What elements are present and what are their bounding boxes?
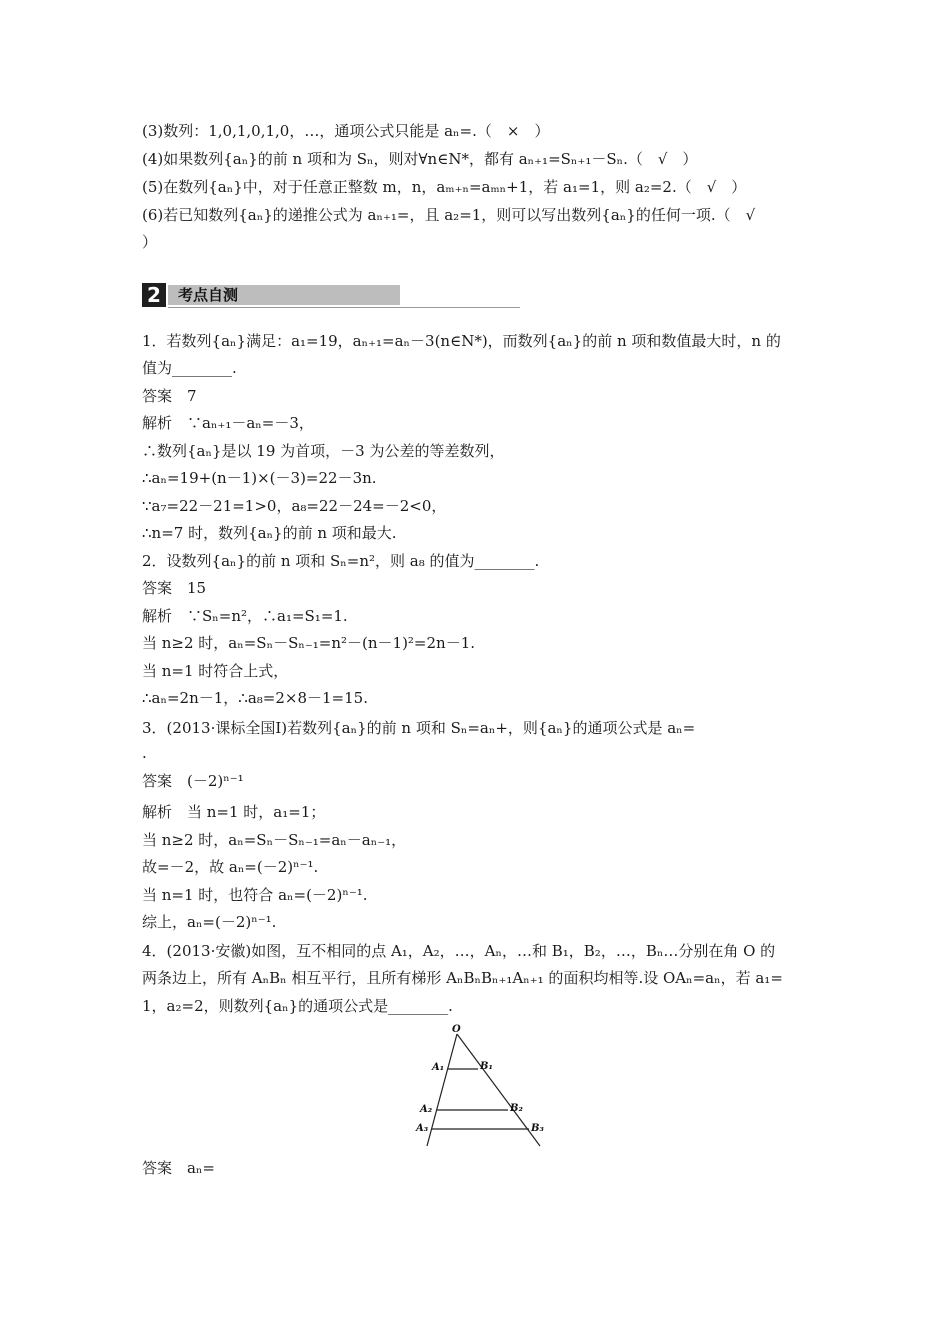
statement-4: (4)如果数列{aₙ}的前 n 项和为 Sₙ，则对∀n∈N*，都有 aₙ₊₁=Sₙ₊₁－Sₙ.（ √ ） [142,150,698,168]
label-b1: B₁ [480,1061,493,1072]
problem-1-line-1: 1．若数列{aₙ}满足：a₁=19，aₙ₊₁=aₙ－3(n∈N*)，而数列{aₙ}的前 n 项和数值最大时，n 的 [142,332,781,350]
problem-3-line-2: . [142,744,147,762]
problem-1-solution-3: ∴aₙ=19+(n－1)×(－3)=22－3n. [142,469,377,487]
section-header [142,283,522,309]
statement-6-continued: ） [142,233,158,251]
problem-3-solution-5: 综上，aₙ=(－2)ⁿ⁻¹. [142,913,277,931]
problem-4-line-2: 两条边上，所有 AₙBₙ 相互平行，且所有梯形 AₙBₙBₙ₊₁Aₙ₊₁ 的面积均相等.设 OAₙ=aₙ，若 a₁= [142,969,783,987]
statement-3: (3)数列：1,0,1,0,1,0，…，通项公式只能是 aₙ=.（ × ） [142,122,550,140]
label-a1: A₁ [432,1062,445,1073]
label-b2: B₂ [510,1103,523,1114]
section-title: 考点自测 [178,286,239,304]
label-b3: B₃ [531,1123,544,1134]
problem-3-solution-1: 解析 当 n=1 时，a₁=1； [142,803,326,821]
label-a2: A₂ [420,1104,433,1115]
problem-1-solution-5: ∴n=7 时，数列{aₙ}的前 n 项和最大. [142,524,397,542]
problem-4-line-1: 4．(2013·安徽)如图，互不相同的点 A₁，A₂，…，Aₙ，…和 B₁，B₂，…，Bₙ…分别在角 O 的 [142,942,776,960]
problem-1-solution-1: 解析 ∵aₙ₊₁－aₙ=－3， [142,414,314,432]
problem-2-solution-2: 当 n≥2 时，aₙ=Sₙ－Sₙ₋₁=n²－(n－1)²=2n－1. [142,634,476,652]
problem-3-solution-3: 故=－2，故 aₙ=(－2)ⁿ⁻¹. [142,858,319,876]
section-number: 2 [142,283,166,307]
section-rule [168,307,520,308]
label-a3: A₃ [416,1123,429,1134]
angle-figure [410,1024,545,1152]
problem-4-line-3: 1，a₂=2，则数列{aₙ}的通项公式是________. [142,997,453,1015]
problem-1-solution-2: ∴数列{aₙ}是以 19 为首项，－3 为公差的等差数列， [142,442,505,460]
problem-4-answer: 答案 aₙ= [142,1159,216,1177]
label-o: O [452,1024,461,1035]
problem-3-line-1: 3．(2013·课标全国Ⅰ)若数列{aₙ}的前 n 项和 Sₙ=aₙ+，则{aₙ}的通项公式是 aₙ= [142,719,696,737]
problem-2-solution-3: 当 n=1 时符合上式， [142,662,289,680]
problem-1-answer: 答案 7 [142,387,197,405]
problem-2-solution-1: 解析 ∵Sₙ=n²，∴a₁=S₁=1. [142,607,348,625]
problem-2-answer: 答案 15 [142,579,207,597]
problem-2-line-1: 2．设数列{aₙ}的前 n 项和 Sₙ=n²，则 a₈ 的值为________. [142,552,540,570]
problem-3-solution-2: 当 n≥2 时，aₙ=Sₙ－Sₙ₋₁=aₙ－aₙ₋₁， [142,831,407,849]
statement-6: (6)若已知数列{aₙ}的递推公式为 aₙ₊₁=，且 a₂=1，则可以写出数列{aₙ}的任何一项.（ √ [142,206,756,224]
problem-3-answer: 答案 (－2)ⁿ⁻¹ [142,772,244,790]
problem-1-solution-4: ∵a₇=22－21=1>0，a₈=22－24=－2<0， [142,497,447,515]
statement-5: (5)在数列{aₙ}中，对于任意正整数 m，n，aₘ₊ₙ=aₘₙ+1，若 a₁=1，则 a₂=2.（ √ ） [142,178,747,196]
problem-1-line-2: 值为________. [142,359,237,377]
problem-2-solution-4: ∴aₙ=2n－1，∴a₈=2×8－1=15. [142,689,368,707]
problem-3-solution-4: 当 n=1 时，也符合 aₙ=(－2)ⁿ⁻¹. [142,886,368,904]
